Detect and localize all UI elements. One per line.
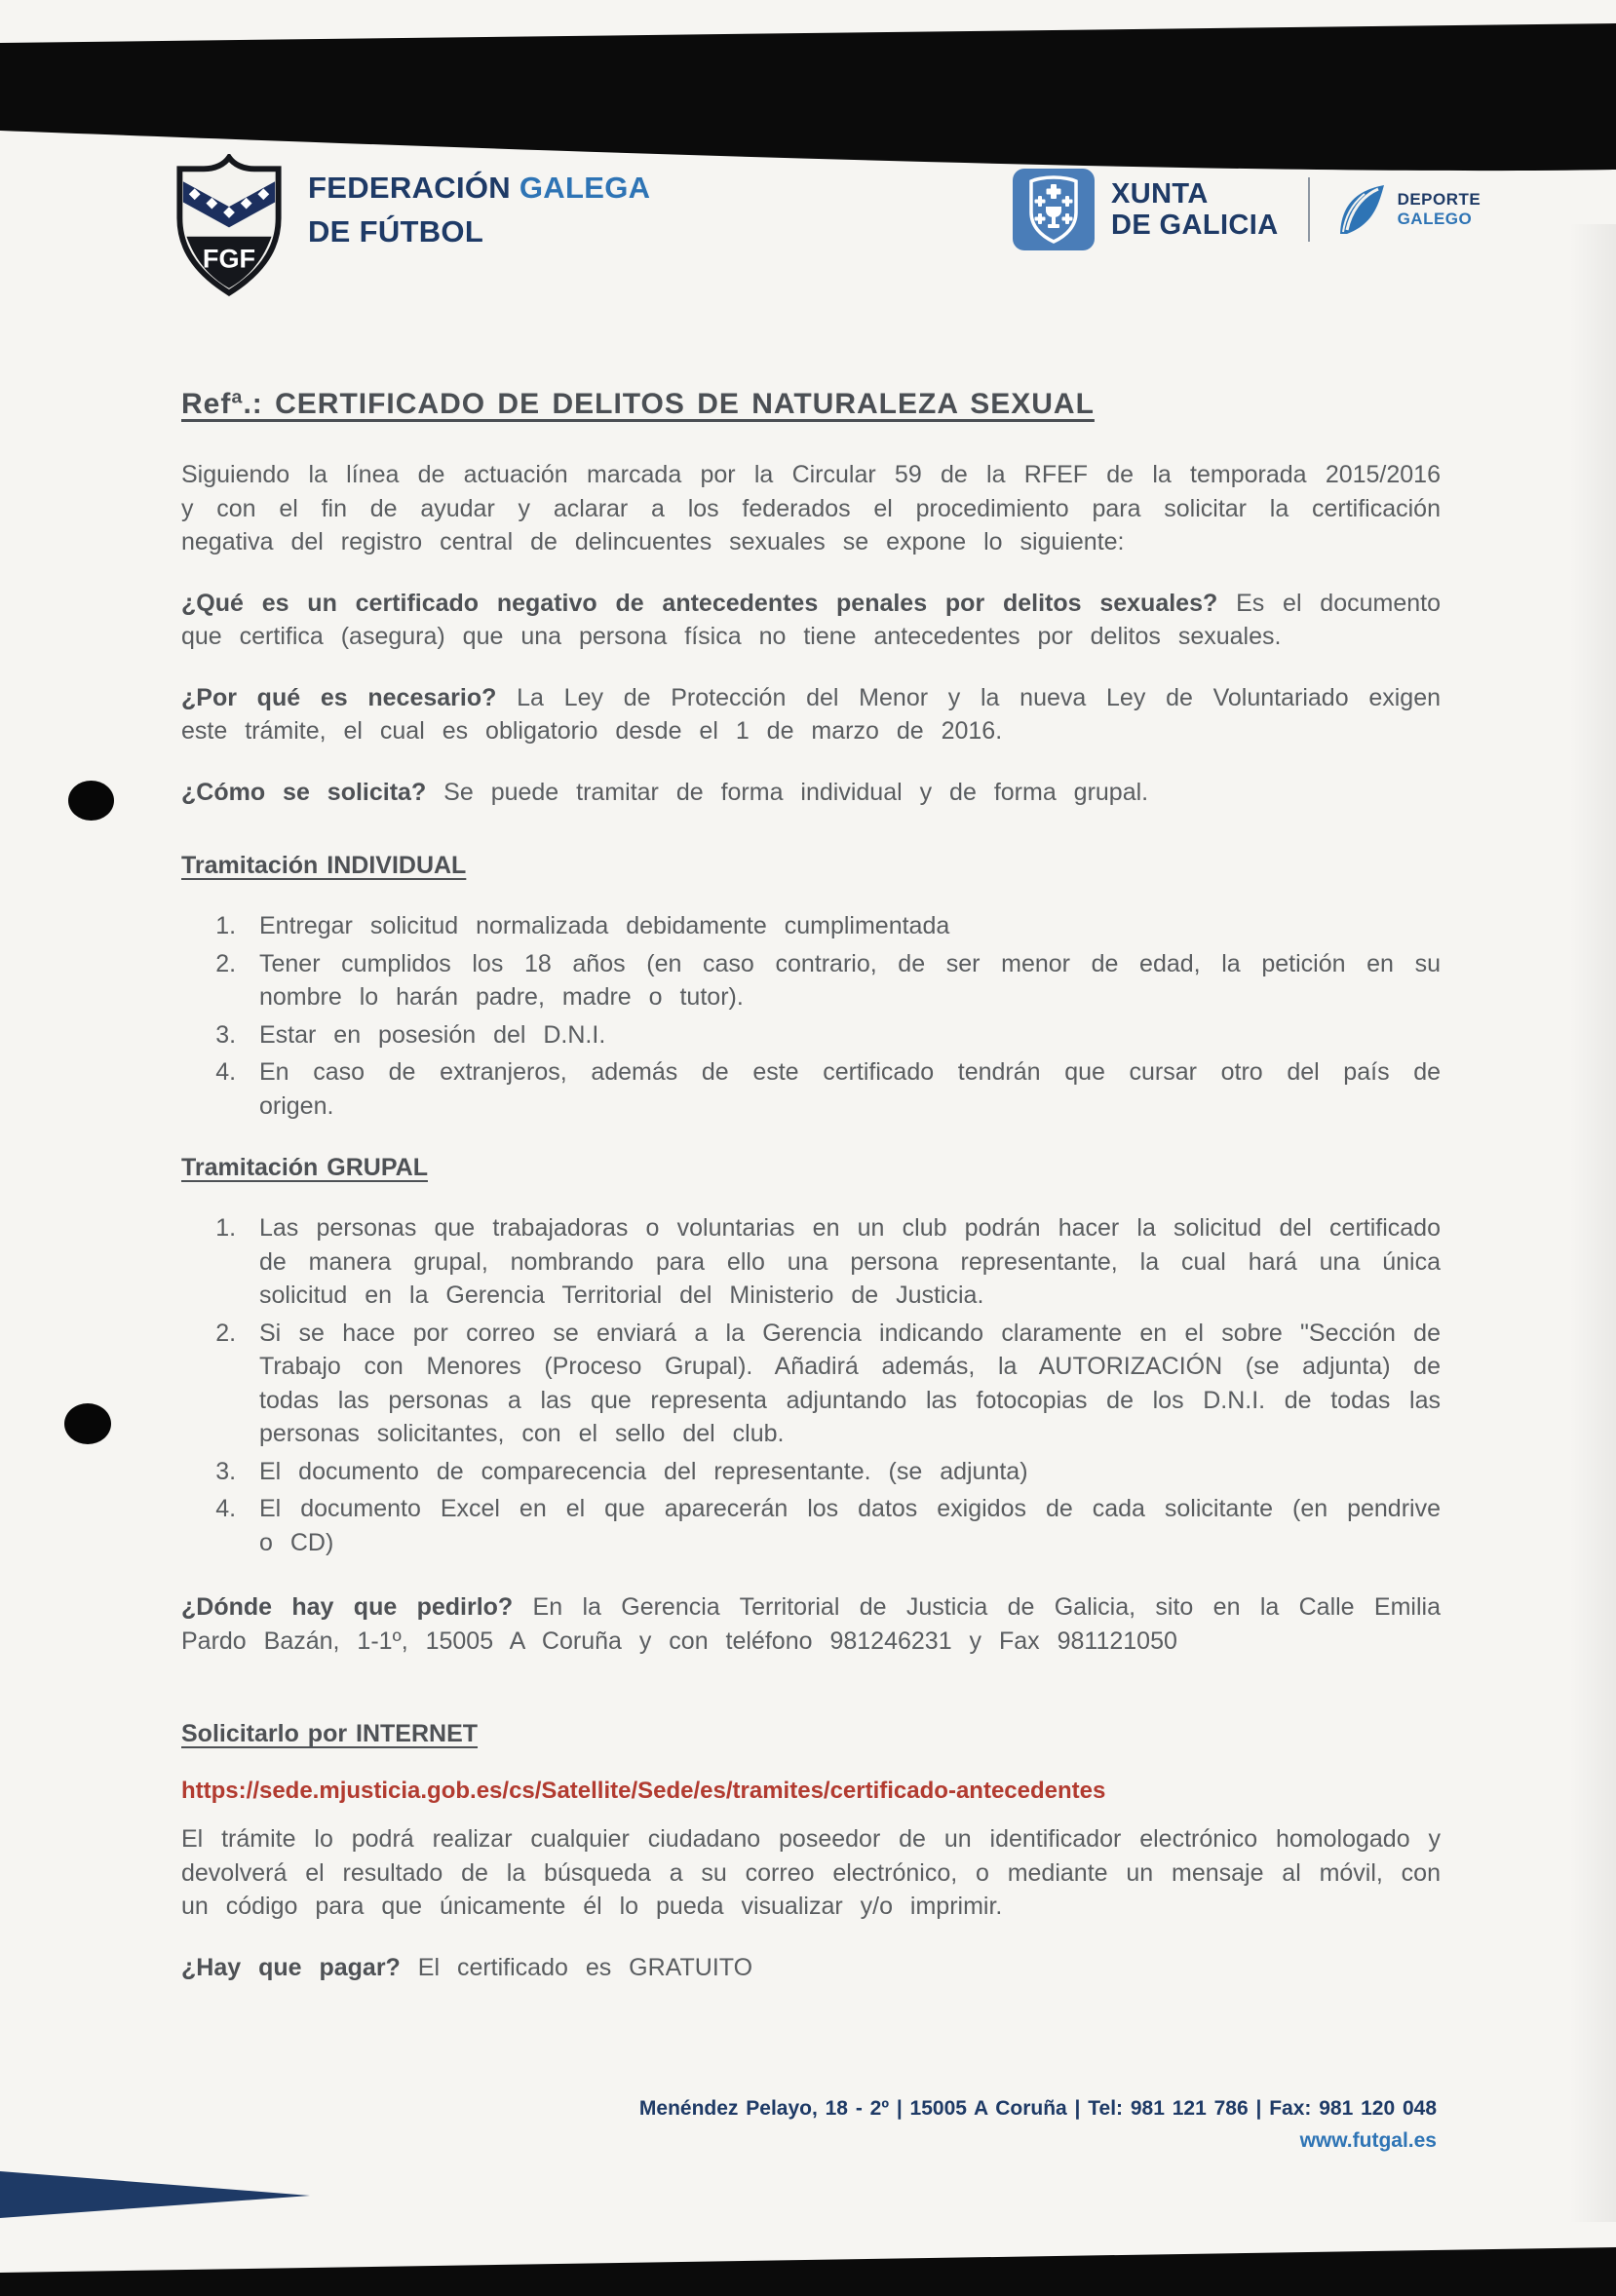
logo-separator xyxy=(1308,177,1310,242)
deporte-line1: DEPORTE xyxy=(1397,189,1481,209)
footer-address: Menéndez Pelayo, 18 - 2º | 15005 A Coruña | Tel: 981 121 786 | Fax: 981 120 048 xyxy=(638,2097,1437,2120)
xunta-wordmark xyxy=(1111,178,1279,242)
hole-punch-top xyxy=(68,781,114,821)
paragraph-where-request xyxy=(181,1590,1441,1658)
fgf-subtitle: DE FÚTBOL xyxy=(308,214,484,249)
paragraph-what-is-it xyxy=(181,587,1441,654)
question-lead-pay: ¿Hay que pagar? xyxy=(181,1953,401,1981)
footer xyxy=(639,2097,1437,2153)
fgf-shield-icon xyxy=(172,154,287,296)
question-body-what: Es el documento que certifica (asegura) que una persona física no tiene antecedentes por delitos sexuales. xyxy=(181,589,1441,650)
grupal-steps-list xyxy=(211,1211,1441,1559)
list-item: 4. En caso de extranjeros, además de este certificado tendrán que cursar otro del país de origen. xyxy=(253,1055,1441,1123)
question-body-how: Se puede tramitar de forma individual y de forma grupal. xyxy=(426,778,1149,806)
intro-paragraph: Siguiendo la línea de actuación marcada por la Circular 59 de la RFEF de la temporada 2015/2016 y con el fin de ayudar y aclarar a los federados el procedimiento para solicitar la certificación negativa del registro central de delincuentes sexuales se expone lo siguiente: xyxy=(181,461,1441,555)
heading-individual: Tramitación INDIVIDUAL xyxy=(181,852,467,879)
letterhead xyxy=(0,154,1616,320)
footer-accent-wedge xyxy=(0,2171,310,2218)
list-item: 2. Si se hace por correo se enviará a la Gerencia indicando claramente en el sobre "Sección de Trabajo con Menores (Proceso Grupal). Añadirá además, la AUTORIZACIÓN (se adjunta) de todas las personas a las que representa adjuntando las fotocopias de los D.N.I. de todas las personas solicitantes, con el sello del club. xyxy=(253,1317,1441,1451)
document-title: Refª.: CERTIFICADO DE DELITOS DE NATURALEZA SEXUAL xyxy=(181,388,1095,420)
deporte-galego-logo xyxy=(1335,181,1481,238)
question-lead-what: ¿Qué es un certificado negativo de antecedentes penales por delitos sexuales? xyxy=(181,589,1218,617)
question-body-where: En la Gerencia Territorial de Justicia de Galicia, sito en la Calle Emilia Pardo Bazán, 1-1º, 15005 A Coruña y con teléfono 981246231 y Fax 981121050 xyxy=(181,1593,1441,1655)
fgf-acronym: FGF xyxy=(202,243,256,274)
xunta-logo xyxy=(1012,168,1279,251)
xunta-line2: DE GALICIA xyxy=(1111,210,1279,241)
list-item: 1. Entregar solicitud normalizada debidamente cumplimentada xyxy=(253,909,1441,943)
deporte-wordmark xyxy=(1398,190,1481,230)
fgf-name-part2: GALEGA xyxy=(519,171,651,205)
list-item: 3. Estar en posesión del D.N.I. xyxy=(253,1018,1441,1052)
government-logos xyxy=(1012,168,1481,251)
deporte-line2: GALEGO xyxy=(1397,210,1473,228)
application-url-link[interactable]: https://sede.mjusticia.gob.es/cs/Satellite/Sede/es/tramites/certificado-antecedentes xyxy=(181,1778,1106,1804)
fgf-logo xyxy=(172,154,650,296)
xunta-emblem-icon xyxy=(1012,168,1096,251)
fgf-wordmark xyxy=(308,154,650,249)
xunta-line1: XUNTA xyxy=(1111,177,1209,210)
hole-punch-bottom xyxy=(64,1403,111,1444)
heading-internet: Solicitarlo por INTERNET xyxy=(181,1720,479,1747)
deporte-sail-icon xyxy=(1335,181,1388,238)
scan-shadow xyxy=(1569,224,1616,2222)
question-lead-how: ¿Cómo se solicita? xyxy=(181,778,427,806)
question-body-pay: El certificado es GRATUITO xyxy=(400,1953,753,1981)
list-item: 2. Tener cumplidos los 18 años (en caso contrario, de ser menor de edad, la petición en su nombre lo harán padre, madre o tutor). xyxy=(253,947,1441,1014)
paragraph-internet-detail: El trámite lo podrá realizar cualquier ciudadano poseedor de un identificador electrónico homologado y devolverá el resultado de la búsqueda a su correo electrónico, o mediante un mensaje al móvil, con un código para que únicamente él lo pueda visualizar y/o imprimir. xyxy=(181,1825,1441,1920)
document-body xyxy=(181,388,1441,2011)
scan-edge-bottom xyxy=(0,2228,1616,2296)
question-body-why: La Ley de Protección del Menor y la nueva Ley de Voluntariado exigen este trámite, el cual es obligatorio desde el 1 de marzo de 2016. xyxy=(181,683,1442,745)
heading-grupal: Tramitación GRUPAL xyxy=(181,1154,428,1181)
list-item: 1. Las personas que trabajadoras o voluntarias en un club podrán hacer la solicitud del certificado de manera grupal, nombrando para ello una persona representante, la cual hará una única solicitud en la Gerencia Territorial del Ministerio de Justicia. xyxy=(253,1211,1441,1313)
paragraph-why-needed xyxy=(181,681,1441,748)
paragraph-how-requested xyxy=(181,776,1441,810)
footer-website-link[interactable]: www.futgal.es xyxy=(1299,2129,1437,2152)
question-lead-where: ¿Dónde hay que pedirlo? xyxy=(181,1593,514,1621)
question-lead-why: ¿Por qué es necesario? xyxy=(181,683,497,711)
list-item: 3. El documento de comparecencia del representante. (se adjunta) xyxy=(253,1455,1441,1489)
individual-steps-list xyxy=(211,909,1441,1123)
paragraph-payment xyxy=(181,1951,1441,1985)
list-item: 4. El documento Excel en el que aparecerán los datos exigidos de cada solicitante (en pendrive o CD) xyxy=(253,1492,1441,1559)
fgf-name-part1: FEDERACIÓN xyxy=(308,171,511,205)
